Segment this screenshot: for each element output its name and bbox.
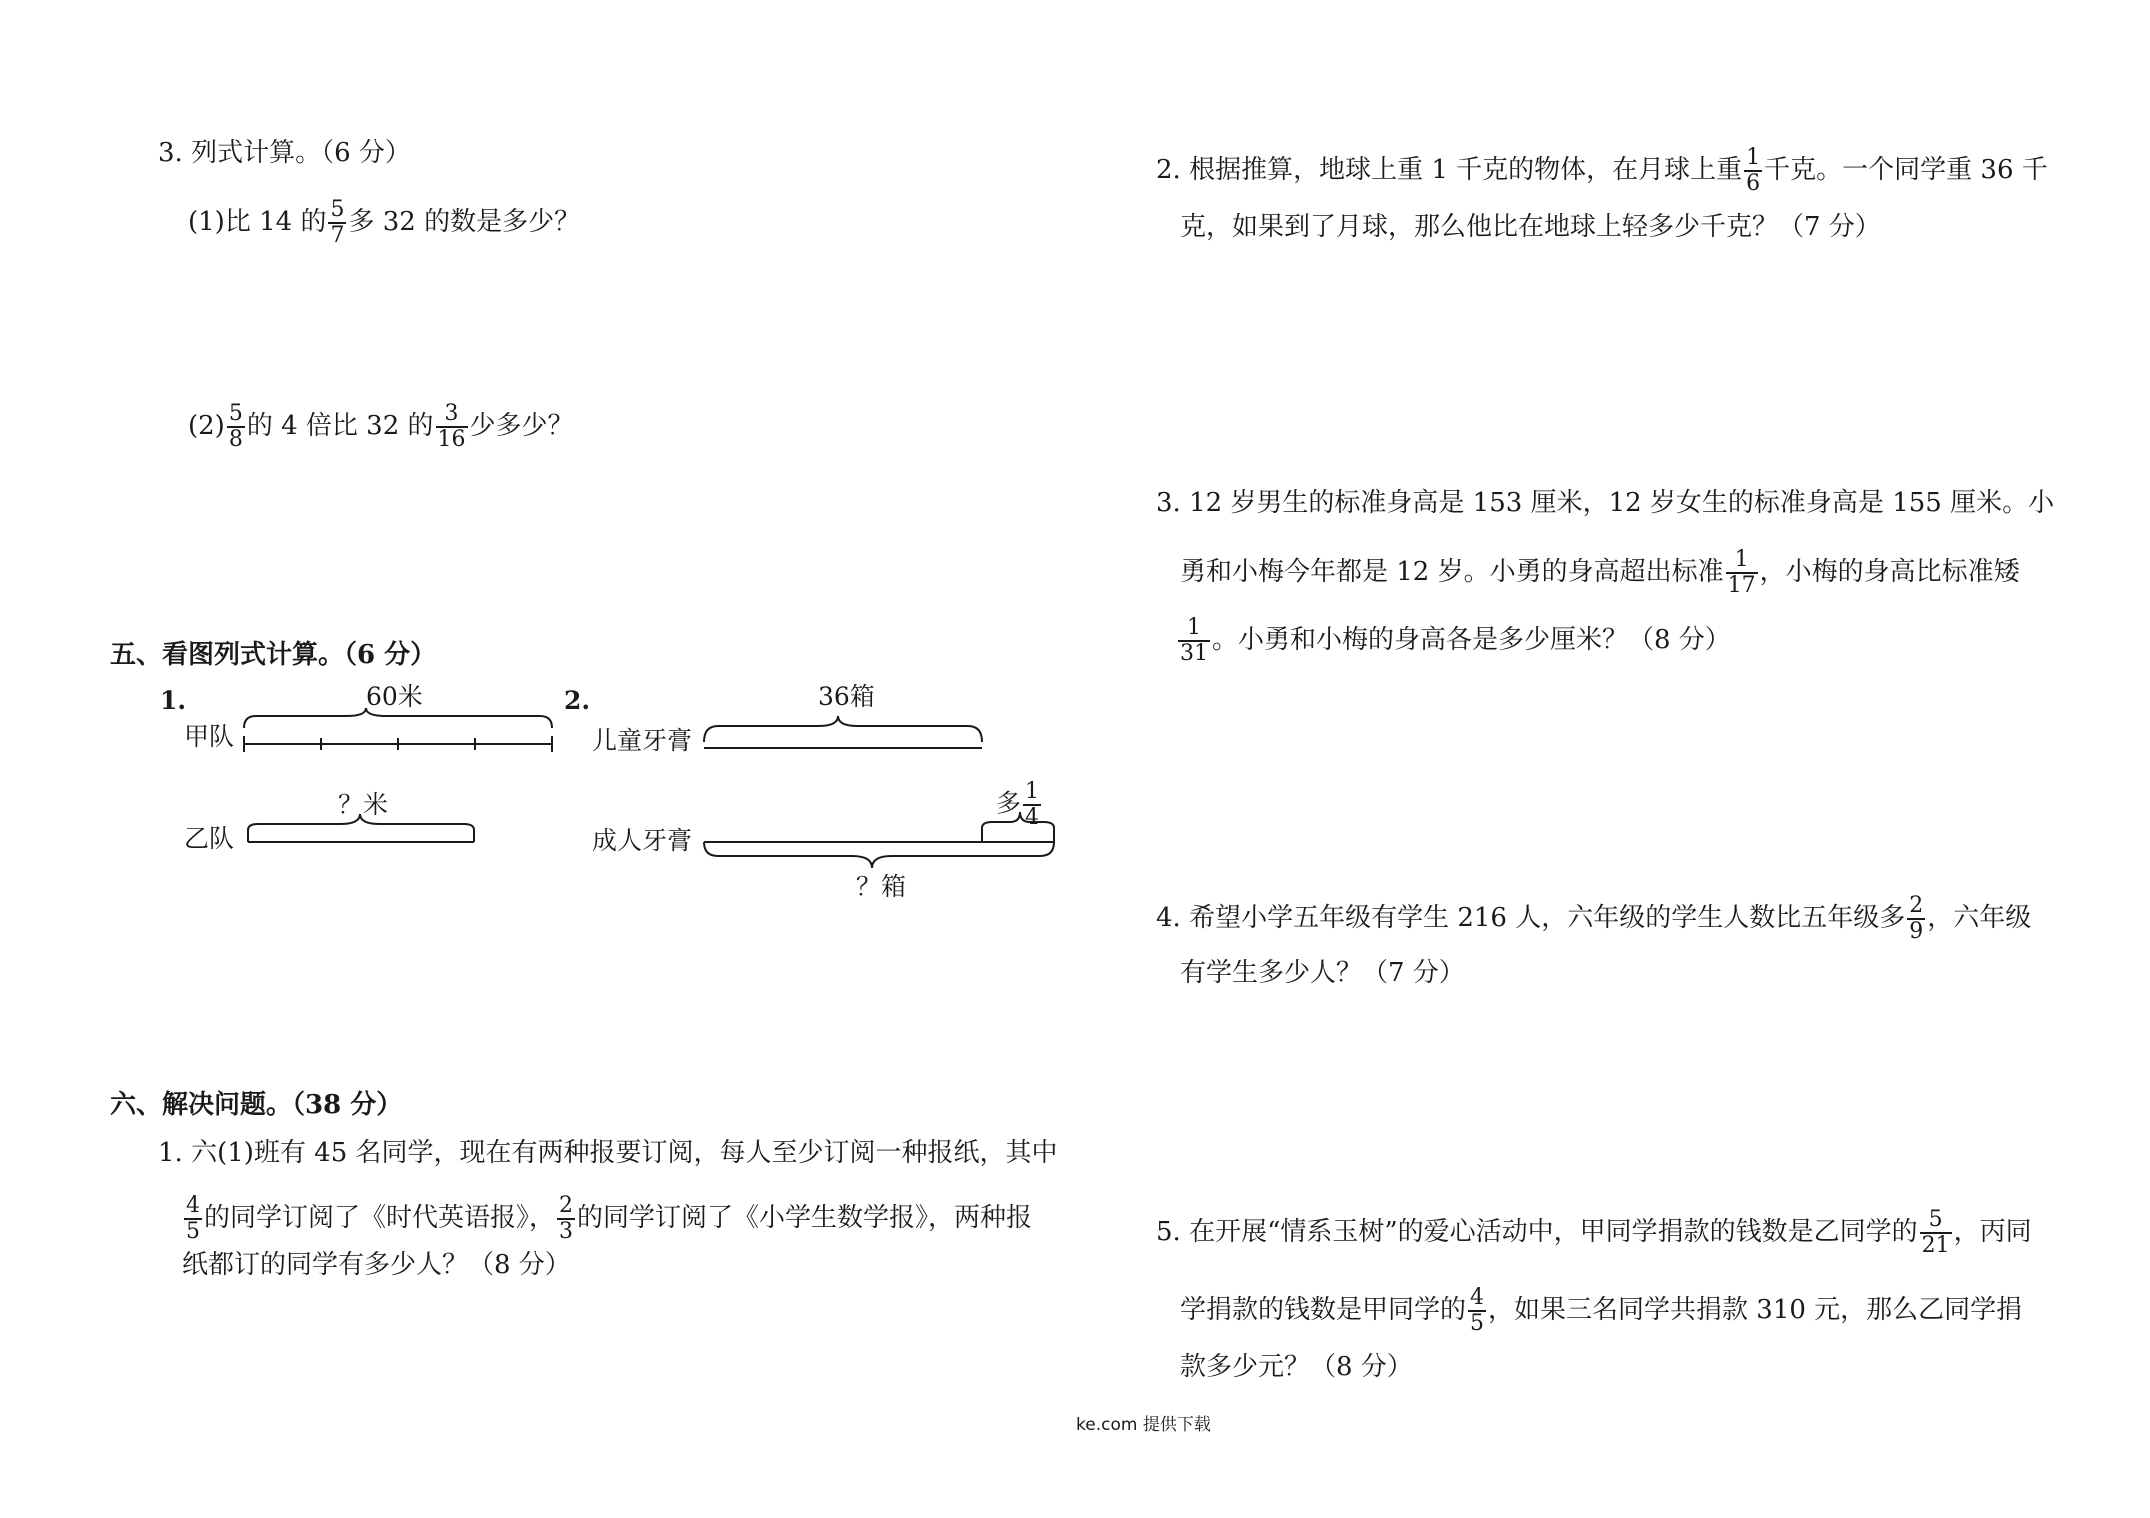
fraction: $\frac{4}{5}$: [1470, 1285, 1485, 1336]
diagram2-row1-label: 儿童牙膏: [592, 726, 693, 755]
fraction: $\frac{1}{6}$: [1746, 145, 1761, 196]
q3-title: 3. 列式计算。（6 分）: [158, 138, 411, 168]
r-q3-line3: $\frac{1}{31}$ 。小勇和小梅的身高各是多少厘米？（8 分）: [1180, 615, 1731, 666]
fraction: $\frac{1}{4}$: [1025, 779, 1040, 830]
diagram2-number: 2.: [564, 686, 591, 715]
diagram2-top-label: 36箱: [818, 682, 875, 711]
diagram2-total-brace: [704, 842, 1054, 868]
s6-q1-line2: $\frac{4}{5}$ 的同学订阅了《时代英语报》， $\frac{2}{3}$ 的同学订阅了《小学生数学报》，两种报: [186, 1193, 1033, 1244]
diagram1-row1-brace: [244, 708, 552, 728]
r-q3-line2: 勇和小梅今年都是 12 岁。小勇的身高超出标准 $\frac{1}{17}$ ，小梅的身高比标准矮: [1180, 547, 2020, 598]
diagram1-row2-label: 乙队: [184, 824, 235, 853]
fraction: $\frac{5}{21}$: [1921, 1207, 1950, 1258]
fraction: $\frac{3}{16}$: [437, 401, 466, 452]
diagram2-extra-brace: [982, 812, 1054, 842]
fraction: $\frac{1}{17}$: [1727, 547, 1756, 598]
fraction: $\frac{4}{5}$: [186, 1193, 200, 1244]
diagram1-question-label: ？米: [338, 790, 389, 819]
s6-q1-line3: 纸都订的同学有多少人？（8 分）: [182, 1250, 571, 1280]
diagram1-top-label: 60米: [366, 682, 423, 711]
diagram2-row1-brace: [704, 716, 982, 742]
diagram1-row2-brace: [248, 814, 474, 842]
r-q4-line1: 4. 希望小学五年级有学生 216 人，六年级的学生人数比五年级多 $\frac{2}{9}$ ，六年级: [1156, 893, 2032, 944]
q3-part1: (1)比 14 的 $\frac{5}{7}$ 多 32 的数是多少？: [188, 197, 581, 248]
page-footer: ke.com 提供下载: [1076, 1415, 1211, 1435]
fraction: $\frac{2}{3}$: [559, 1193, 574, 1244]
r-q2-line1: 2. 根据推算，地球上重 1 千克的物体，在月球上重 $\frac{1}{6}$ 千克。一个同学重 36 千: [1156, 145, 2048, 196]
r-q5-line3: 款多少元？（8 分）: [1180, 1352, 1413, 1382]
q3-part2: (2) $\frac{5}{8}$ 的 4 倍比 32 的 $\frac{3}{16}$ 少多少？: [188, 401, 574, 452]
fraction: $\frac{5}{8}$: [228, 401, 243, 452]
r-q2-line2: 克，如果到了月球，那么他比在地球上轻多少千克？（7 分）: [1180, 212, 1881, 242]
diagram2-more-label: 多 $\frac{1}{4}$: [996, 779, 1040, 830]
fraction: $\frac{2}{9}$: [1909, 893, 1924, 944]
diagram1-row1-label: 甲队: [184, 722, 235, 751]
fraction: $\frac{1}{31}$: [1180, 615, 1208, 666]
diagram2-row2-label: 成人牙膏: [592, 826, 693, 855]
r-q5-line1: 5. 在开展“情系玉树”的爱心活动中，甲同学捐款的钱数是乙同学的 $\frac{5}{21}$ ，丙同: [1156, 1207, 2032, 1258]
section6-title: 六、解决问题。（38 分）: [110, 1090, 403, 1120]
diagram2-question-label: ？箱: [856, 872, 907, 901]
r-q3-line1: 3. 12 岁男生的标准身高是 153 厘米，12 岁女生的标准身高是 155 厘米。小: [1156, 488, 2055, 518]
r-q4-line2: 有学生多少人？（7 分）: [1180, 958, 1465, 988]
fraction: $\frac{5}{7}$: [330, 197, 345, 248]
s6-q1-line1: 1. 六(1)班有 45 名同学，现在有两种报要订阅，每人至少订阅一种报纸，其中: [158, 1138, 1058, 1168]
diagram1-number: 1.: [160, 686, 187, 715]
section5-title: 五、看图列式计算。（6 分）: [110, 640, 437, 670]
r-q5-line2: 学捐款的钱数是甲同学的 $\frac{4}{5}$ ，如果三名同学共捐款 310 元，那么乙同学捐: [1180, 1285, 2023, 1336]
